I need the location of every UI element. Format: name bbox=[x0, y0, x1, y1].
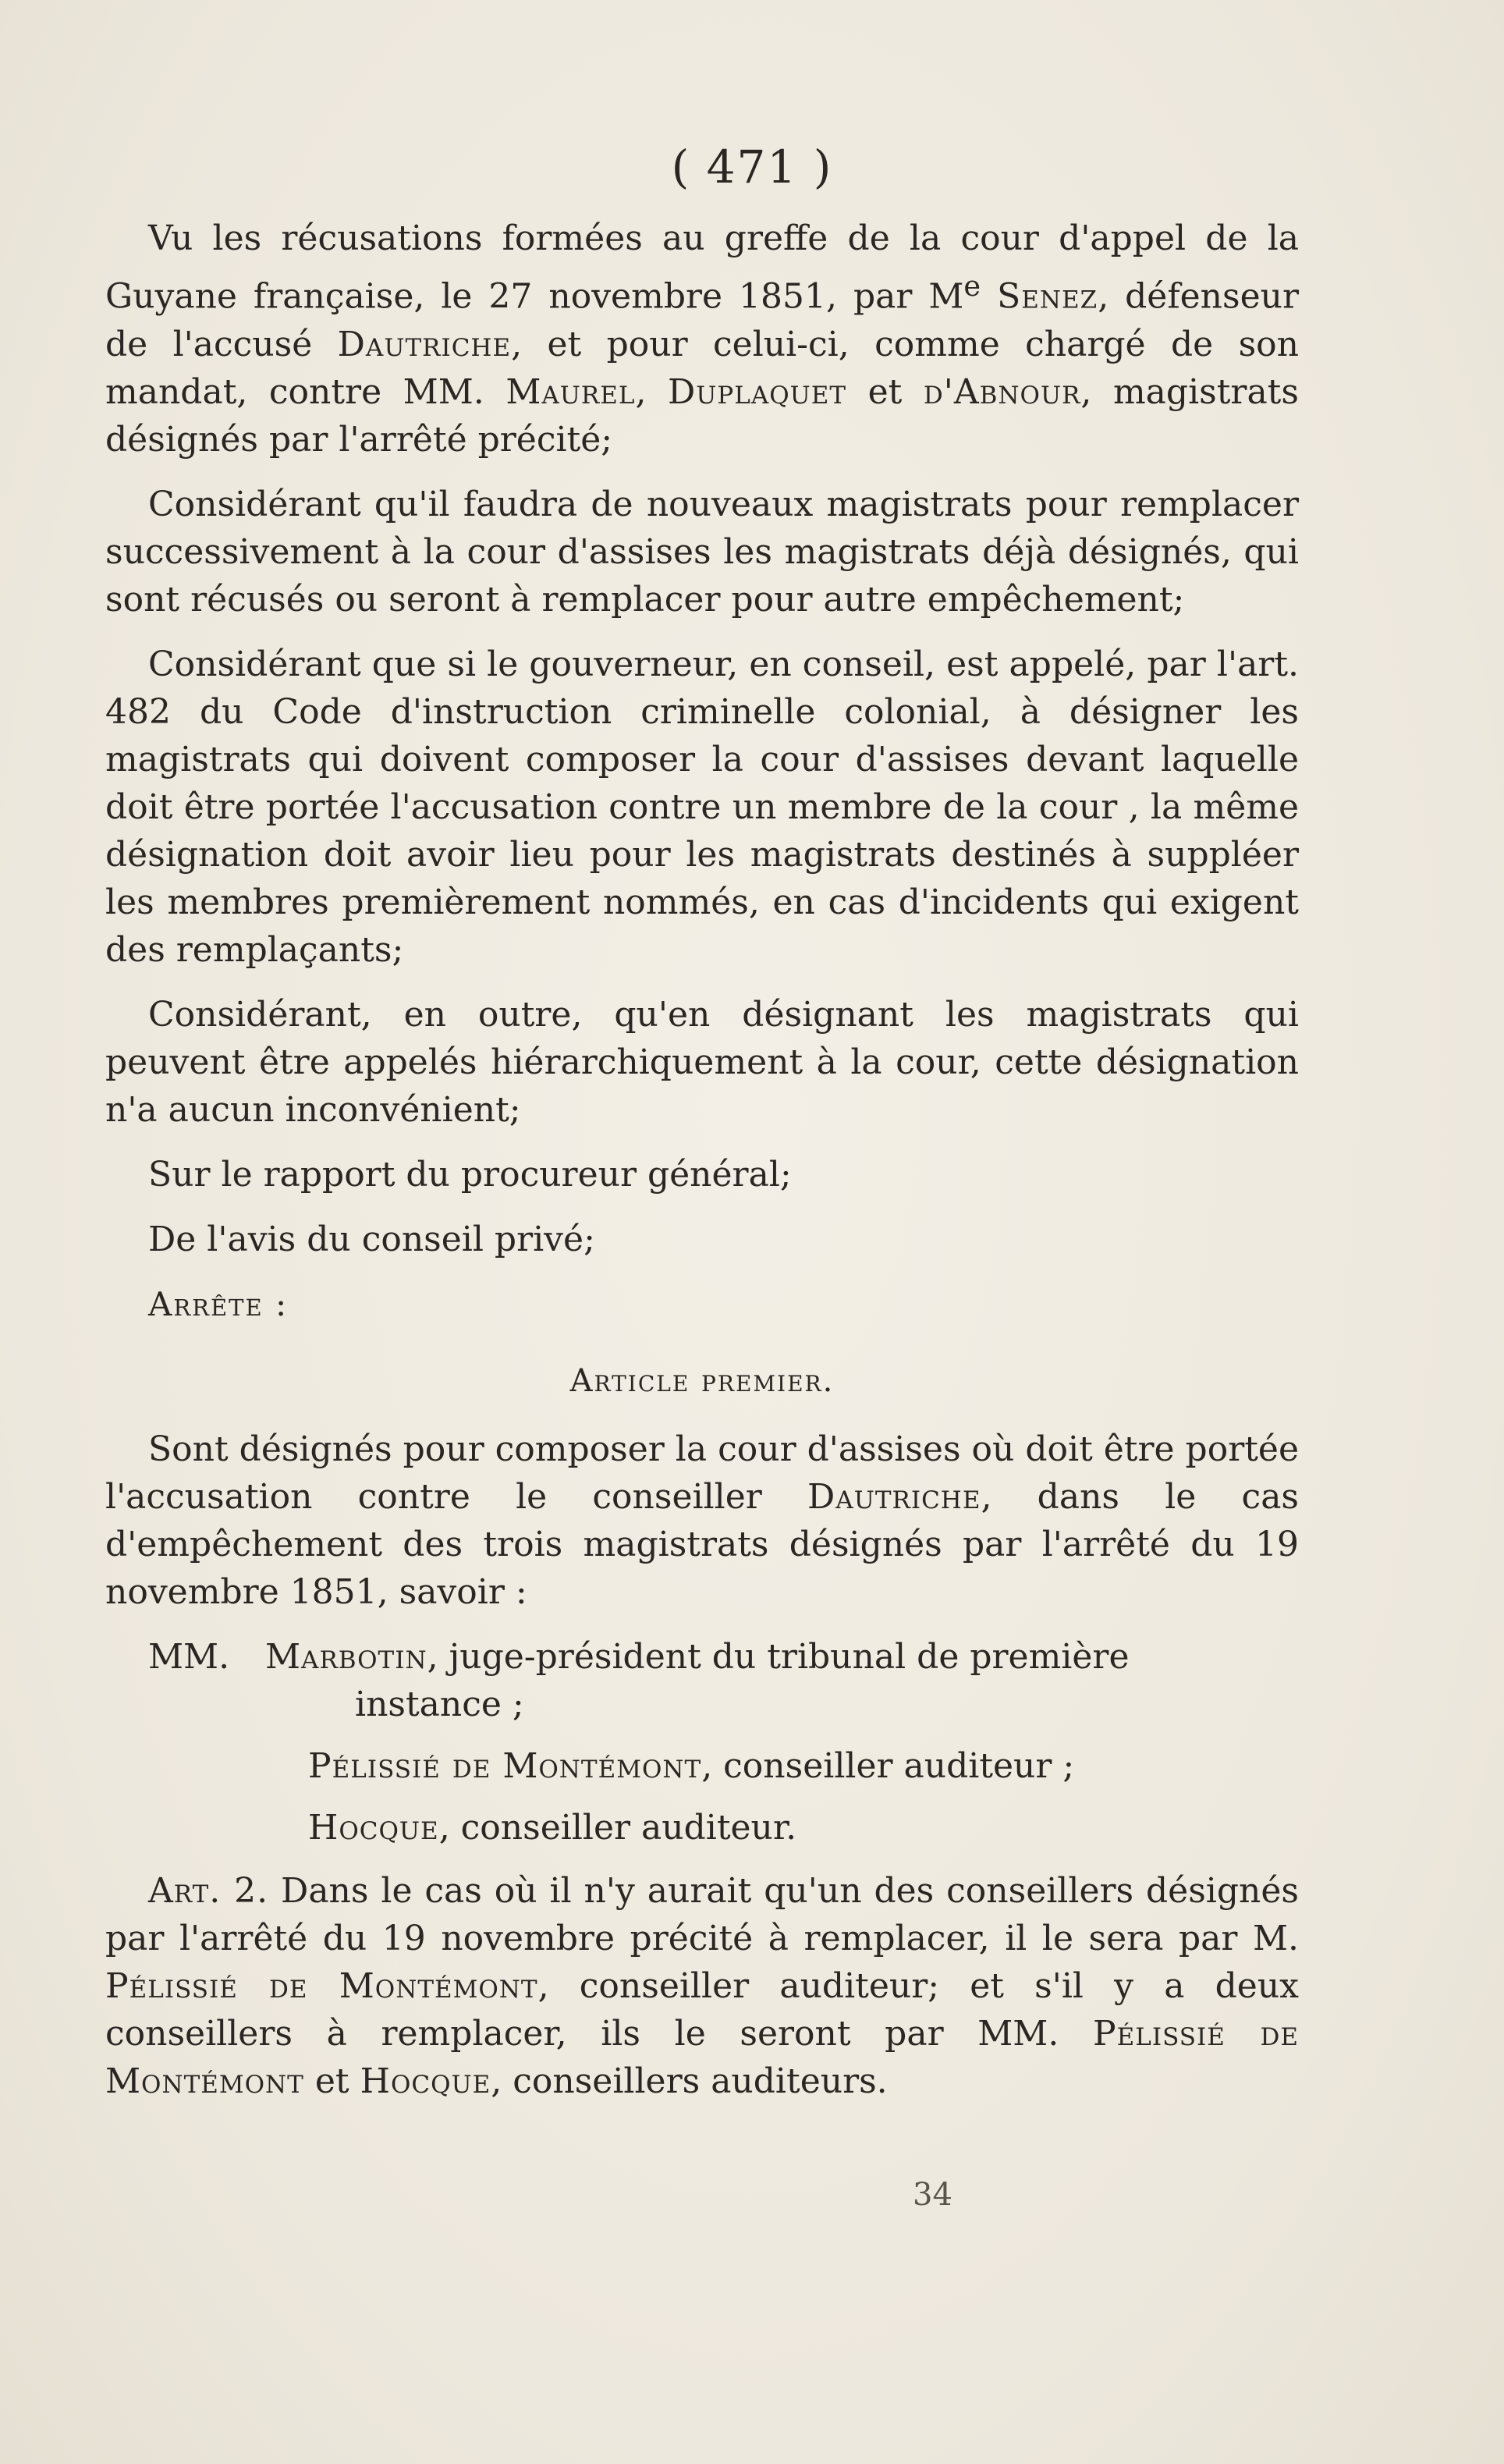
designation-pelissie: Pélissié de Montémont, conseiller auditeur ; bbox=[308, 1745, 1075, 1786]
name-pelissie: Pélissié de Montémont bbox=[105, 1965, 538, 2006]
name-hocque: Hocque bbox=[360, 2061, 491, 2101]
name-senez: Senez bbox=[997, 276, 1098, 317]
paragraph-rapport: Sur le rapport du procureur général; bbox=[148, 1154, 792, 1195]
name-dautriche: Dautriche bbox=[807, 1476, 981, 1517]
name-dautriche: Dautriche bbox=[337, 324, 512, 364]
paragraph-considerant-1: Considérant qu'il faudra de nouveaux magistrats pour remplacer successivement à la cour d'assises les magistrats déjà désignés, qui sont récusés ou seront à remplacer pour autre empêchement; bbox=[105, 484, 1299, 620]
name-pelissie: Pélissié de Montémont bbox=[105, 2013, 1299, 2101]
paragraph-avis: De l'avis du conseil privé; bbox=[148, 1219, 595, 1259]
name-hocque: Hocque bbox=[308, 1807, 439, 1848]
designation-hocque: Hocque, conseiller auditeur. bbox=[308, 1807, 797, 1848]
paragraph-recusations: Vu les récusations formées au greffe de la cour d'appel de la Guyane française, le 27 novembre 1851, par Me Senez, défenseur de l'accusé Dautriche, et pour celui-ci, comme chargé de son mandat, contre MM. Maurel, Duplaquet et d'Abnour, magistrats désignés par l'arrêté précité; bbox=[105, 218, 1300, 460]
paragraph-considerant-2: Considérant que si le gouverneur, en conseil, est appelé, par l'art. 482 du Code d'instruction criminelle colonial, à désigner les magistrats qui doivent composer la cour d'assises devant laquelle doit être portée l'accusation contre un membre de la cour , la même désignation doit avoir lieu pour les magistrats destinés à suppléer les membres premièrement nommés, en cas d'incidents qui exigent des remplaçants; bbox=[105, 644, 1299, 970]
paragraph-article-1: Sont désignés pour composer la cour d'assises où doit être portée l'accusation contre le conseiller Dautriche, dans le cas d'empêchement des trois magistrats désignés par l'arrêté du 19 novembre 1851, savoir : bbox=[105, 1429, 1299, 1612]
article-premier-heading: Article premier. bbox=[569, 1362, 835, 1399]
name-abnour: d'Abnour bbox=[923, 371, 1081, 412]
body-text bbox=[105, 215, 1299, 2122]
designation-marbotin: MM. Marbotin, juge-président du tribunal de première instance ; bbox=[148, 1633, 1299, 1728]
mm-label: MM. bbox=[148, 1636, 230, 1677]
article-2-label: Art. 2. bbox=[148, 1870, 269, 1911]
page-header: ( 471 ) bbox=[671, 140, 833, 193]
arrete-heading: Arrête : bbox=[148, 1284, 289, 1323]
name-pelissie: Pélissié de Montémont bbox=[308, 1745, 702, 1786]
paragraph-article-2: Art. 2. Dans le cas où il n'y aurait qu'un des conseillers désignés par l'arrêté du 19 novembre précité à remplacer, il le sera par M. Pélissié de Montémont, conseiller auditeur; et s'il y a deux conseillers à remplacer, ils le seront par MM. Pélissié de Montémont et Hocque, conseillers auditeurs. bbox=[105, 1870, 1299, 2101]
name-duplaquet: Duplaquet bbox=[667, 371, 847, 412]
name-marbotin: Marbotin bbox=[265, 1636, 427, 1677]
paragraph-considerant-3: Considérant, en outre, qu'en désignant les magistrats qui peuvent être appelés hiérarchiquement à la cour, cette désignation n'a aucun inconvénient; bbox=[105, 994, 1299, 1130]
designation-list bbox=[148, 1633, 1299, 1852]
name-maurel: Maurel bbox=[505, 371, 636, 412]
folio-number: 34 bbox=[913, 2177, 952, 2213]
